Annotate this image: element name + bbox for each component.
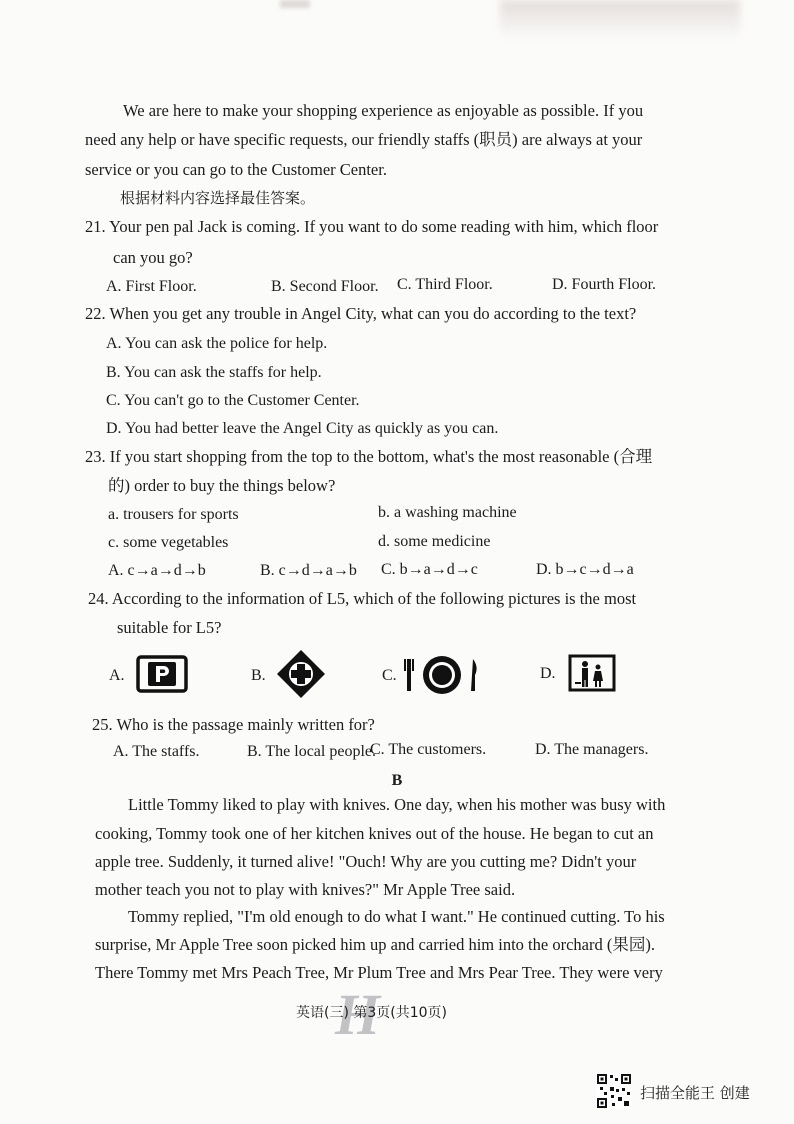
q21-option-b: B. Second Floor.	[271, 278, 379, 295]
intro-line-1: We are here to make your shopping experience as enjoyable as possible. If you	[123, 101, 644, 120]
q24-stem-cont: suitable for L5?	[117, 618, 222, 637]
passage-b-line-5: Tommy replied, "I'm old enough to do what I want." He continued cutting. To his	[128, 907, 665, 926]
family-restroom-icon	[568, 654, 616, 692]
q24-stem: 24. According to the information of L5, which of the following pictures is the most	[88, 589, 637, 608]
q23-option-c: C. b→a→d→c	[381, 561, 478, 578]
q23-item-b: b. a washing machine	[378, 504, 517, 521]
q22-option-c: C. You can't go to the Customer Center.	[106, 392, 360, 409]
intro-line-2: need any help or have specific requests, our friendly staffs (职员) are always at your	[85, 130, 643, 149]
q25-option-c: C. The customers.	[370, 741, 487, 758]
instruction: 根据材料内容选择最佳答案。	[120, 189, 316, 207]
page-number: 英语(三) 第3页(共10页)	[296, 1005, 448, 1021]
q25-option-b: B. The local people.	[247, 743, 376, 760]
q23-item-a: a. trousers for sports	[108, 506, 239, 523]
watermark-letter: H	[335, 982, 381, 1047]
q24-option-d: D.	[540, 665, 556, 682]
q24-option-a: A.	[109, 667, 125, 684]
qr-code-icon	[596, 1073, 632, 1109]
passage-b-line-4: mother teach you not to play with knives?" Mr Apple Tree said.	[95, 880, 516, 899]
passage-b-line-2: cooking, Tommy took one of her kitchen knives out of the house. He began to cut an	[95, 824, 654, 843]
q22-option-b: B. You can ask the staffs for help.	[106, 364, 322, 381]
scanner-watermark: 扫描全能王 创建	[640, 1084, 750, 1102]
q22-option-d: D. You had better leave the Angel City as quickly as you can.	[106, 420, 499, 437]
q23-item-d: d. some medicine	[378, 533, 491, 550]
passage-b-line-3: apple tree. Suddenly, it turned alive! "Ouch! Why are you cutting me? Didn't your	[95, 852, 637, 871]
q24-option-c: C.	[382, 667, 397, 684]
q23-option-d: D. b→c→d→a	[536, 561, 634, 578]
scan-smudge	[280, 0, 310, 8]
q24-option-b: B.	[251, 667, 266, 684]
q21-stem: 21. Your pen pal Jack is coming. If you want to do some reading with him, which floor	[85, 217, 659, 236]
q23-stem-cont: 的) order to buy the things below?	[108, 476, 336, 495]
q25-option-a: A. The staffs.	[113, 743, 200, 760]
section-b-heading: B	[391, 772, 403, 789]
q22-option-a: A. You can ask the police for help.	[106, 335, 328, 352]
passage-b-line-6: surprise, Mr Apple Tree soon picked him up and carried him into the orchard (果园).	[95, 935, 655, 954]
scan-smudge	[500, 0, 740, 40]
q25-option-d: D. The managers.	[535, 741, 649, 758]
intro-line-3: service or you can go to the Customer Center.	[85, 160, 387, 179]
first-aid-cross-icon	[276, 649, 326, 699]
q21-option-c: C. Third Floor.	[397, 276, 493, 293]
q21-option-d: D. Fourth Floor.	[552, 276, 657, 293]
q23-item-c: c. some vegetables	[108, 534, 229, 551]
q23-option-a: A. c→a→d→b	[108, 562, 206, 579]
q23-option-b: B. c→d→a→b	[260, 562, 357, 579]
parking-sign-icon	[136, 655, 188, 693]
passage-b-line-7: There Tommy met Mrs Peach Tree, Mr Plum Tree and Mrs Pear Tree. They were very	[95, 963, 663, 982]
q25-stem: 25. Who is the passage mainly written for?	[92, 715, 375, 734]
q23-stem: 23. If you start shopping from the top to the bottom, what's the most reasonable (合理	[85, 447, 653, 466]
plate-fork-knife-icon	[404, 655, 480, 695]
passage-b-line-1: Little Tommy liked to play with knives. One day, when his mother was busy with	[128, 795, 666, 814]
q22-stem: 22. When you get any trouble in Angel City, what can you do according to the text?	[85, 304, 637, 323]
q21-option-a: A. First Floor.	[106, 278, 197, 295]
q21-stem-cont: can you go?	[113, 248, 193, 267]
